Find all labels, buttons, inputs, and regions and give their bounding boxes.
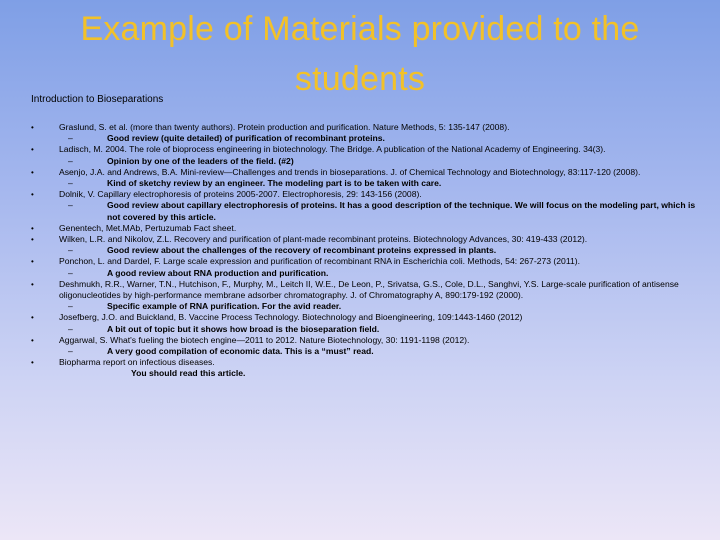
- bullet-icon: •: [31, 313, 34, 323]
- dash-icon: –: [68, 267, 73, 278]
- reference-citation: Graslund, S. et al. (more than twenty authors). Protein production and purification. Nature Methods, 5: 135-147 (2008).: [59, 122, 510, 132]
- bullet-icon: •: [31, 123, 34, 132]
- bullet-icon: •: [31, 145, 34, 155]
- dash-icon: –: [68, 323, 73, 334]
- reference-item: [31, 167, 699, 189]
- reference-note: [59, 324, 699, 335]
- reference-citation: Aggarwal, S. What's fueling the biotech engine—2011 to 2012. Nature Biotechnology, 30: 1191-1198 (2012).: [59, 334, 470, 345]
- reference-item: [31, 279, 699, 313]
- reference-item: [31, 144, 699, 166]
- dash-icon: –: [68, 200, 73, 211]
- bullet-icon: •: [31, 223, 34, 233]
- reference-note: [59, 301, 699, 312]
- reference-note: [59, 133, 699, 144]
- reference-item: [31, 312, 699, 334]
- slide-subtitle: Introduction to Bioseparations: [31, 94, 164, 105]
- reference-item: [31, 189, 699, 223]
- reference-note: [59, 200, 699, 222]
- dash-icon: –: [68, 178, 73, 189]
- reference-note: [59, 268, 699, 279]
- reference-note-text: Kind of sketchy review by an engineer. The modeling part is to be taken with care.: [107, 178, 442, 189]
- reference-citation: Dolnik, V. Capillary electrophoresis of proteins 2005-2007. Electrophoresis, 29: 143-156 (2008).: [59, 189, 422, 200]
- reference-note: [59, 346, 699, 357]
- reference-note-text: Specific example of RNA purification. For the avid reader.: [107, 301, 342, 312]
- reference-tail-note: You should read this article.: [131, 368, 246, 379]
- reference-citation: Wilken, L.R. and Nikolov, Z.L. Recovery and purification of plant-made recombinant proteins. Biotechnology Advances, 30: 419-433 (2012).: [59, 234, 588, 245]
- reference-citation: Biopharma report on infectious diseases.: [59, 357, 215, 368]
- reference-note: [59, 178, 699, 189]
- bullet-icon: •: [31, 190, 34, 200]
- bullet-icon: •: [31, 358, 34, 368]
- reference-citation: Ponchon, L. and Dardel, F. Large scale expression and purification of recombinant RNA in Escherichia coli. Methods, 54: 267-273 (2011).: [59, 256, 581, 267]
- reference-item: [31, 122, 699, 144]
- reference-citation: Ladisch, M. 2004. The role of bioprocess engineering in biotechnology. The Bridge. A publication of the National Academy of Engineering. 34(3).: [59, 144, 606, 155]
- reference-item: [31, 223, 699, 234]
- dash-icon: –: [68, 133, 73, 144]
- reference-note-text: A very good compilation of economic data. This is a “must” read.: [107, 346, 374, 357]
- reference-citation: Asenjo, J.A. and Andrews, B.A. Mini-review—Challenges and trends in bioseparations. J. of Chemical Technology and Biotechnology, 83:117-120 (2008).: [59, 166, 641, 177]
- reference-note-text: A bit out of topic but it shows how broad is the bioseparation field.: [107, 323, 380, 334]
- bullet-icon: •: [31, 167, 34, 177]
- slide-title: Example of Materials provided to the students: [80, 10, 640, 98]
- bullet-icon: •: [31, 235, 34, 245]
- reference-citation: Genentech, Met.MAb, Pertuzumab Fact sheet.: [59, 222, 237, 233]
- reference-citation: Deshmukh, R.R., Warner, T.N., Hutchison, F., Murphy, M., Leitch II, W.E., De Leon, P., Srivatsa, G.S., Cole, D.L., Sanghvi, Y.S. Large-scale purification of antisense oligonucleotides by high-performance membrane adsorber chromatography. J. of Chromatography A, 890:179-192 (2000).: [59, 278, 679, 301]
- bullet-icon: •: [31, 279, 34, 289]
- reference-item: [31, 357, 699, 379]
- dash-icon: –: [68, 155, 73, 166]
- reference-note: [59, 245, 699, 256]
- reference-note-text: A good review about RNA production and purification.: [107, 267, 329, 278]
- bullet-icon: •: [31, 257, 34, 267]
- reference-note-text: Good review (quite detailed) of purification of recombinant proteins.: [107, 133, 385, 144]
- reference-note-text: Good review about the challenges of the recovery of recombinant proteins expressed in plants.: [107, 245, 497, 256]
- reference-item: [31, 256, 699, 278]
- reference-item: [31, 335, 699, 357]
- dash-icon: –: [68, 301, 73, 312]
- reference-citation: Josefberg, J.O. and Buickland, B. Vaccine Process Technology. Biotechnology and Bioengineering, 109:1443-1460 (2012): [59, 312, 523, 323]
- dash-icon: –: [68, 346, 73, 357]
- reference-note-text: Opinion by one of the leaders of the field. (#2): [107, 155, 294, 166]
- bullet-icon: •: [31, 335, 34, 345]
- reference-list: [31, 122, 699, 380]
- reference-note: [59, 156, 699, 167]
- reference-item: [31, 234, 699, 256]
- reference-note-text: Good review about capillary electrophoresis of proteins. It has a good description of the technique. We will focus on the modeling part, which is not covered by this article.: [107, 200, 696, 222]
- dash-icon: –: [68, 245, 73, 256]
